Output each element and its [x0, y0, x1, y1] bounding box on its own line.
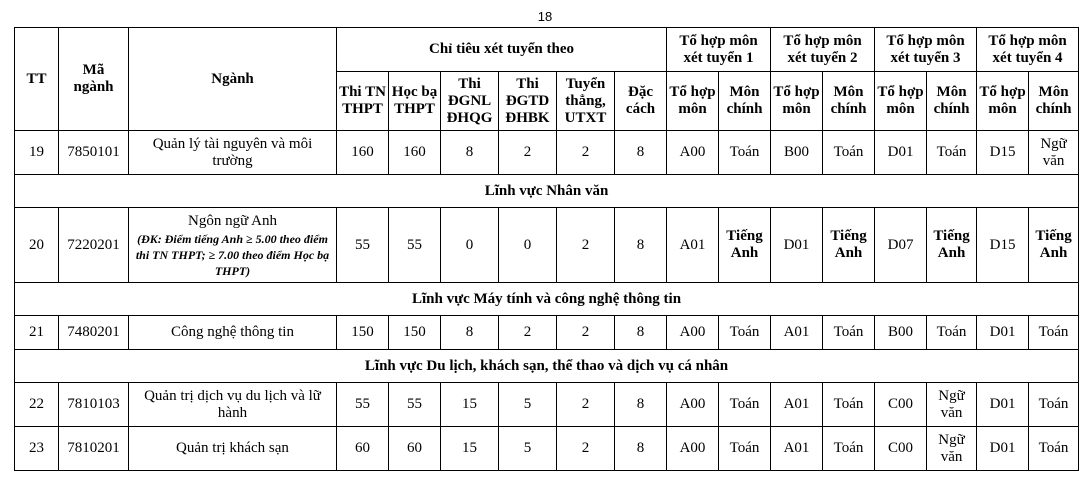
cell-combo: A01: [771, 383, 823, 427]
row-major: Quản trị khách sạn: [129, 427, 337, 471]
col-header-to-hop: Tổ hợp môn: [771, 72, 823, 131]
cell-quota: 2: [557, 427, 615, 471]
col-header-group-2: Tổ hợp môn xét tuyển 2: [771, 28, 875, 72]
cell-quota: 0: [441, 208, 499, 283]
section-row: [15, 175, 1079, 208]
cell-quota: 60: [337, 427, 389, 471]
cell-quota: 160: [337, 131, 389, 175]
col-header-dac-cach: Đặc cách: [615, 72, 667, 131]
cell-main-subject: Toán: [1029, 383, 1079, 427]
cell-quota: 8: [441, 131, 499, 175]
cell-quota: 2: [557, 383, 615, 427]
cell-quota: 55: [337, 208, 389, 283]
col-header-group-4: Tổ hợp môn xét tuyển 4: [977, 28, 1079, 72]
cell-combo: D01: [771, 208, 823, 283]
col-header-dgtd: Thi ĐGTD ĐHBK: [499, 72, 557, 131]
col-header-group-1: Tổ hợp môn xét tuyển 1: [667, 28, 771, 72]
cell-quota: 160: [389, 131, 441, 175]
row-code: 7810103: [59, 383, 129, 427]
cell-main-subject: Tiếng Anh: [1029, 208, 1079, 283]
table-row: [15, 383, 1079, 427]
cell-quota: 2: [557, 316, 615, 350]
cell-quota: 15: [441, 427, 499, 471]
cell-main-subject: Toán: [719, 383, 771, 427]
cell-main-subject: Toán: [927, 316, 977, 350]
row-code: 7810201: [59, 427, 129, 471]
cell-quota: 0: [499, 208, 557, 283]
row-code: 7850101: [59, 131, 129, 175]
col-header-tt: TT: [15, 28, 59, 131]
cell-main-subject: Toán: [927, 131, 977, 175]
col-header-to-hop: Tổ hợp môn: [977, 72, 1029, 131]
cell-quota: 8: [615, 316, 667, 350]
cell-main-subject: Toán: [1029, 316, 1079, 350]
cell-main-subject: Ngữ văn: [927, 383, 977, 427]
cell-combo: A01: [667, 208, 719, 283]
cell-quota: 2: [499, 131, 557, 175]
cell-combo: A01: [771, 316, 823, 350]
row-major: Quản trị dịch vụ du lịch và lữ hành: [129, 383, 337, 427]
cell-main-subject: Toán: [823, 131, 875, 175]
cell-combo: D01: [875, 131, 927, 175]
col-header-major: Ngành: [129, 28, 337, 131]
col-header-code: Mã ngành: [59, 28, 129, 131]
cell-combo: C00: [875, 383, 927, 427]
cell-main-subject: Tiếng Anh: [927, 208, 977, 283]
section-title: Lĩnh vực Nhân văn: [15, 175, 1079, 208]
cell-quota: 2: [499, 316, 557, 350]
cell-combo: C00: [875, 427, 927, 471]
row-tt: 22: [15, 383, 59, 427]
cell-main-subject: Tiếng Anh: [719, 208, 771, 283]
col-header-mon-chinh: Môn chính: [719, 72, 771, 131]
cell-main-subject: Toán: [719, 427, 771, 471]
col-header-quota: Chỉ tiêu xét tuyển theo: [337, 28, 667, 72]
cell-combo: A00: [667, 131, 719, 175]
cell-quota: 55: [389, 383, 441, 427]
cell-main-subject: Toán: [1029, 427, 1079, 471]
row-major-condition: (ĐK: Điểm tiếng Anh ≥ 5.00 theo điểm thi TN THPT; ≥ 7.00 theo điểm Học bạ THPT): [135, 232, 330, 278]
cell-combo: A00: [667, 316, 719, 350]
cell-combo: A01: [771, 427, 823, 471]
cell-quota: 5: [499, 383, 557, 427]
section-title: Lĩnh vực Du lịch, khách sạn, thể thao và dịch vụ cá nhân: [15, 350, 1079, 383]
cell-main-subject: Ngữ văn: [1029, 131, 1079, 175]
cell-combo: D15: [977, 208, 1029, 283]
col-header-mon-chinh: Môn chính: [823, 72, 875, 131]
table-row: [15, 427, 1079, 471]
cell-quota: 8: [615, 208, 667, 283]
cell-quota: 8: [615, 427, 667, 471]
cell-combo: D01: [977, 316, 1029, 350]
row-major-cell: [129, 208, 337, 283]
cell-main-subject: Toán: [823, 383, 875, 427]
section-title: Lĩnh vực Máy tính và công nghệ thông tin: [15, 283, 1079, 316]
cell-combo: D01: [977, 383, 1029, 427]
cell-quota: 8: [441, 316, 499, 350]
table-row: [15, 208, 1079, 283]
cell-quota: 55: [337, 383, 389, 427]
cell-combo: D01: [977, 427, 1029, 471]
row-code: 7480201: [59, 316, 129, 350]
table-row: [15, 131, 1079, 175]
col-header-to-hop: Tổ hợp môn: [875, 72, 927, 131]
cell-quota: 60: [389, 427, 441, 471]
cell-combo: D15: [977, 131, 1029, 175]
cell-quota: 150: [337, 316, 389, 350]
col-header-thi-tn: Thi TN THPT: [337, 72, 389, 131]
cell-quota: 8: [615, 131, 667, 175]
cell-quota: 8: [615, 383, 667, 427]
section-row: [15, 350, 1079, 383]
cell-quota: 55: [389, 208, 441, 283]
cell-quota: 2: [557, 131, 615, 175]
col-header-group-3: Tổ hợp môn xét tuyển 3: [875, 28, 977, 72]
table-row: [15, 316, 1079, 350]
cell-main-subject: Tiếng Anh: [823, 208, 875, 283]
cell-combo: B00: [875, 316, 927, 350]
cell-combo: A00: [667, 427, 719, 471]
row-major: Quản lý tài nguyên và môi trường: [129, 131, 337, 175]
row-code: 7220201: [59, 208, 129, 283]
cell-main-subject: Toán: [719, 131, 771, 175]
row-tt: 23: [15, 427, 59, 471]
cell-main-subject: Toán: [823, 427, 875, 471]
cell-combo: B00: [771, 131, 823, 175]
cell-main-subject: Toán: [719, 316, 771, 350]
cell-quota: 15: [441, 383, 499, 427]
cell-quota: 2: [557, 208, 615, 283]
col-header-mon-chinh: Môn chính: [927, 72, 977, 131]
col-header-dgnl: Thi ĐGNL ĐHQG: [441, 72, 499, 131]
cell-combo: D07: [875, 208, 927, 283]
admission-table: [14, 27, 1079, 471]
cell-main-subject: Toán: [823, 316, 875, 350]
cell-main-subject: Ngữ văn: [927, 427, 977, 471]
col-header-mon-chinh: Môn chính: [1029, 72, 1079, 131]
col-header-tuyen-thang: Tuyển thẳng, UTXT: [557, 72, 615, 131]
row-tt: 19: [15, 131, 59, 175]
col-header-hoc-ba: Học bạ THPT: [389, 72, 441, 131]
row-major: Ngôn ngữ Anh: [188, 213, 277, 229]
row-tt: 21: [15, 316, 59, 350]
col-header-to-hop: Tổ hợp môn: [667, 72, 719, 131]
row-major: Công nghệ thông tin: [129, 316, 337, 350]
section-row: [15, 283, 1079, 316]
cell-combo: A00: [667, 383, 719, 427]
row-tt: 20: [15, 208, 59, 283]
cell-quota: 150: [389, 316, 441, 350]
cell-quota: 5: [499, 427, 557, 471]
page-number: 18: [537, 9, 553, 24]
